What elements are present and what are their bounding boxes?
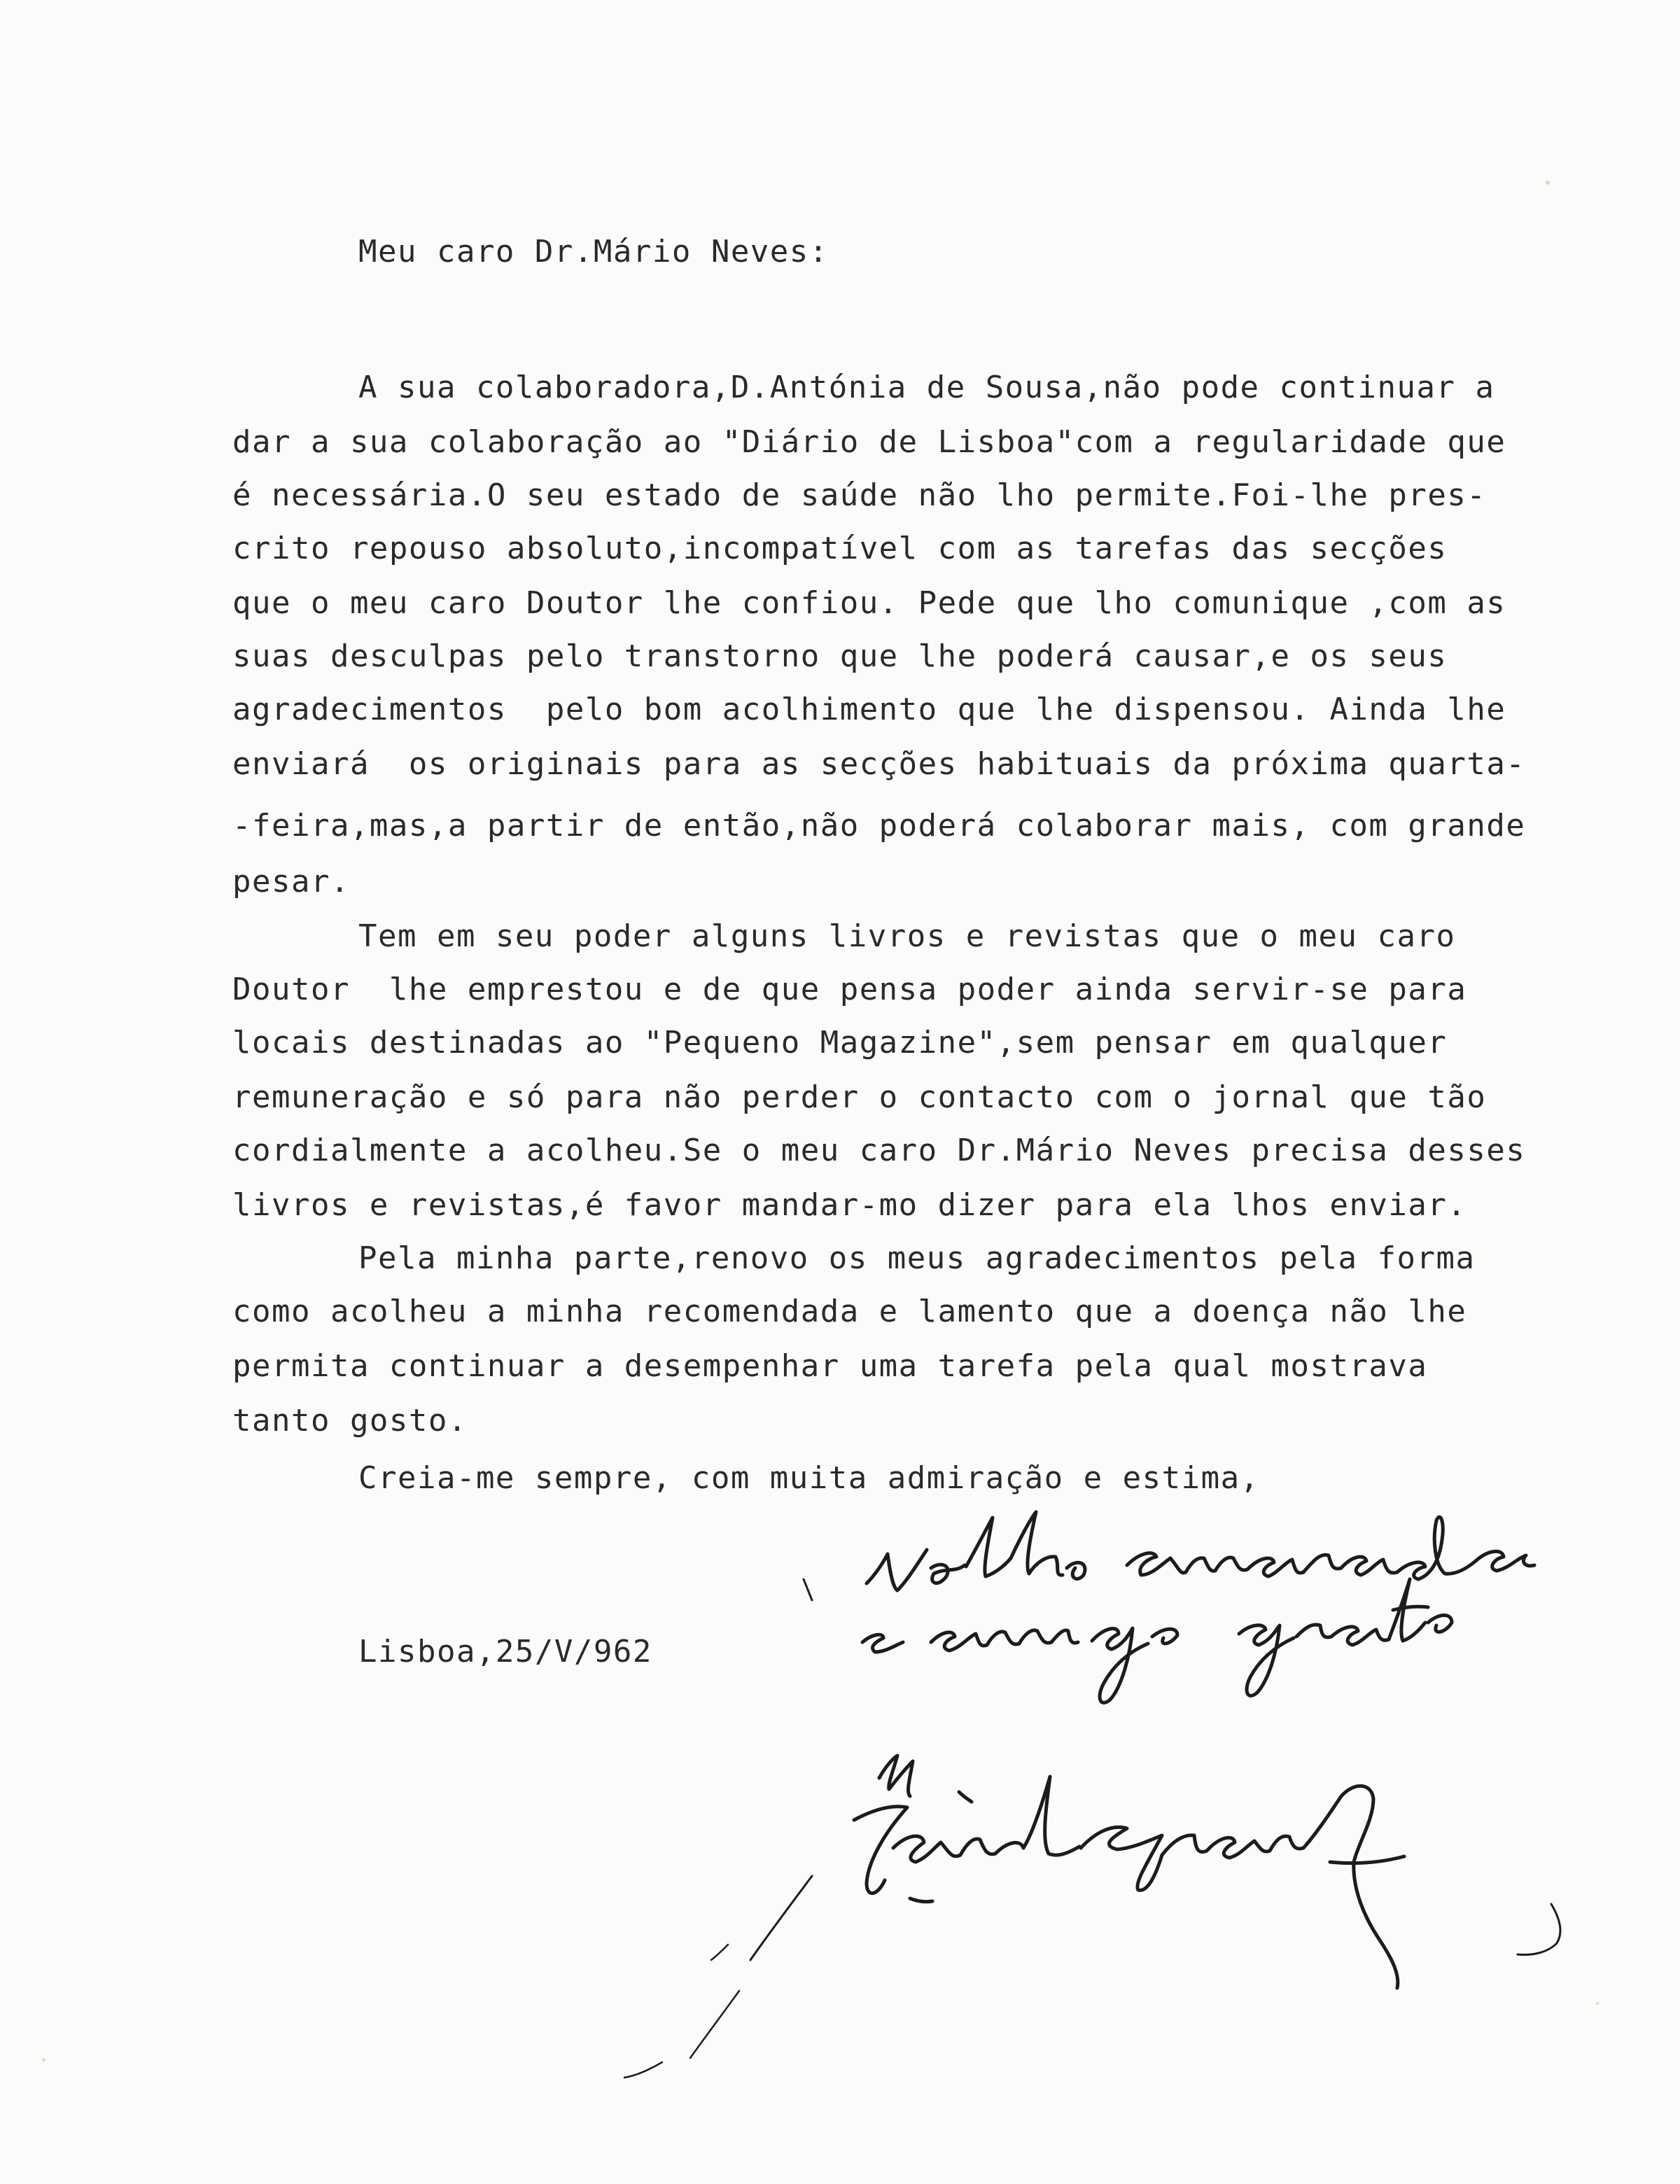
body-line: pesar. bbox=[232, 864, 350, 899]
body-line: agradecimentos pelo bom acolhimento que lhe dispensou. Ainda lhe bbox=[232, 692, 1506, 727]
paper-speck bbox=[1596, 2002, 1599, 2005]
body-line: livros e revistas,é favor mandar-mo dizer para ela lhos enviar. bbox=[232, 1187, 1467, 1223]
body-line: como acolheu a minha recomendada e lamento que a doença não lhe bbox=[232, 1294, 1467, 1329]
body-line: cordialmente a acolheu.Se o meu caro Dr.Mário Neves precisa desses bbox=[232, 1133, 1526, 1168]
body-line: é necessária.O seu estado de saúde não lho permite.Foi-lhe pres- bbox=[232, 477, 1487, 513]
body-line: suas desculpas pelo transtorno que lhe poderá causar,e os seus bbox=[232, 638, 1448, 674]
body-line: -feira,mas,a partir de então,não poderá colaborar mais, com grande bbox=[232, 808, 1526, 844]
body-line: enviará os originais para as secções habituais da próxima quarta- bbox=[232, 746, 1526, 782]
body-line: que o meu caro Doutor lhe confiou. Pede que lho comunique ,com as bbox=[232, 585, 1506, 621]
salutation: Meu caro Dr.Mário Neves: bbox=[358, 234, 829, 270]
body-line: tanto gosto. bbox=[232, 1403, 468, 1438]
place-date: Lisboa,25/V/962 bbox=[358, 1634, 652, 1670]
body-line: Pela minha parte,renovo os meus agradecimentos pela forma bbox=[358, 1240, 1476, 1276]
paper-speck bbox=[42, 2058, 46, 2062]
body-line: remuneração e só para não perder o contacto com o jornal que tão bbox=[232, 1079, 1487, 1115]
body-line: locais destinadas ao "Pequeno Magazine",sem pensar em qualquer bbox=[232, 1025, 1448, 1060]
paper-speck bbox=[1546, 181, 1550, 185]
body-line: crito repouso absoluto,incompatível com as tarefas das secções bbox=[232, 531, 1448, 566]
body-line: Doutor lhe emprestou e de que pensa poder ainda servir-se para bbox=[232, 972, 1467, 1007]
body-line: dar a sua colaboração ao "Diário de Lisboa"com a regularidade que bbox=[232, 424, 1506, 460]
body-line: A sua colaboradora,D.Antónia de Sousa,não pode continuar a bbox=[358, 370, 1495, 405]
body-line: Tem em seu poder alguns livros e revistas que o meu caro bbox=[358, 918, 1456, 954]
body-line: permita continuar a desempenhar uma tarefa pela qual mostrava bbox=[232, 1348, 1428, 1384]
closing-line: Creia-me sempre, com muita admiração e estima, bbox=[358, 1460, 1260, 1496]
